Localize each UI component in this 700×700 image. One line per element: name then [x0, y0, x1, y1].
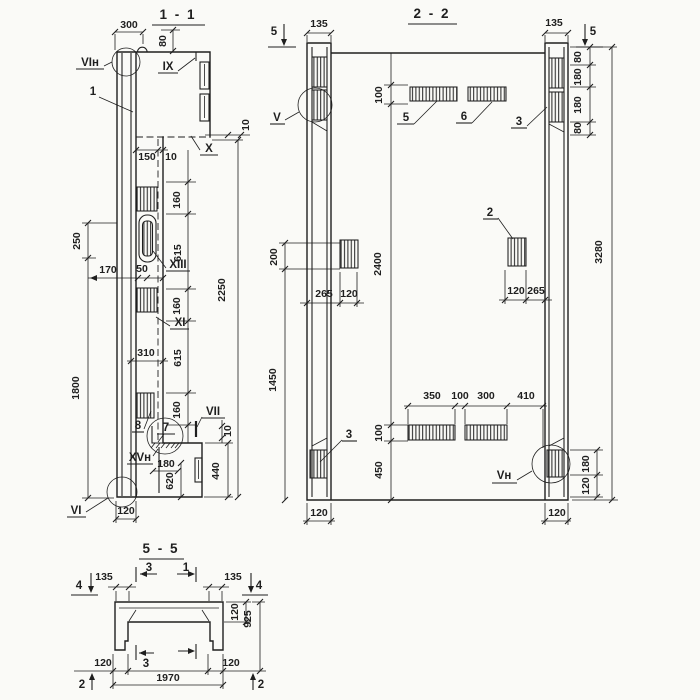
- label-vih: VIн: [81, 57, 99, 69]
- section-marker-2-left: 2: [78, 679, 86, 691]
- dim-350: 350: [423, 390, 441, 402]
- view-2-2-embedded-parts: [310, 57, 564, 478]
- label-pos-5: 5: [402, 112, 410, 124]
- section-marker-2-right: 2: [257, 679, 265, 691]
- dim-160-b: 160: [171, 297, 183, 315]
- label-xi: XI: [174, 317, 186, 329]
- arrowhead: [88, 586, 94, 593]
- dim-160-a: 160: [171, 191, 183, 209]
- embedded-plate: [136, 393, 154, 418]
- section-marker-5-right: 5: [589, 26, 597, 38]
- dim-2250: 2250: [216, 278, 228, 302]
- dim-120-right: 120: [222, 657, 240, 669]
- label-vi: VI: [70, 505, 82, 517]
- dim-300: 300: [477, 390, 495, 402]
- embedded-plate: [340, 240, 358, 268]
- dim-10-step: 10: [165, 151, 177, 163]
- rib-hatch: [312, 90, 327, 120]
- dim-1450: 1450: [267, 368, 279, 392]
- view-1-1: [67, 7, 252, 523]
- dim-3280: 3280: [593, 240, 605, 264]
- section-marker-4-left: 4: [75, 580, 83, 592]
- dim-100-top: 100: [373, 86, 385, 104]
- dim-1800: 1800: [70, 376, 82, 400]
- dim-80-b: 80: [572, 122, 584, 134]
- dim-80: 80: [157, 35, 169, 47]
- dim-10-vii: 10: [222, 425, 234, 437]
- lifting-loop-slot: [143, 221, 153, 256]
- embedded-plate: [410, 87, 457, 101]
- embedded-plate: [408, 425, 455, 440]
- view-2-2-title: 2 - 2: [413, 6, 451, 21]
- label-pos-8: 8: [134, 420, 142, 432]
- dim-135-left: 135: [95, 571, 113, 583]
- label-ix: IX: [162, 61, 174, 73]
- dim-620: 620: [164, 472, 176, 490]
- dim-80-a: 80: [572, 51, 584, 63]
- dim-925: 925: [242, 610, 254, 628]
- label-pos-3-top: 3: [515, 116, 523, 128]
- embedded-plate: [468, 87, 506, 101]
- dim-120-right: 120: [507, 285, 525, 297]
- dim-180-a: 180: [572, 68, 584, 86]
- label-xvh: XVн: [128, 452, 152, 464]
- arrowhead: [281, 39, 287, 46]
- label-pos-3-bottom: 3: [345, 429, 353, 441]
- dim-615-b: 615: [172, 349, 184, 367]
- rib-hatch: [547, 450, 564, 477]
- embedded-plate: [508, 238, 526, 266]
- dim-265-left: 265: [315, 288, 333, 300]
- embedded-plate: [465, 425, 507, 440]
- dim-200: 200: [268, 248, 280, 266]
- dim-170: 170: [99, 264, 117, 276]
- dim-100-bot: 100: [451, 390, 469, 402]
- label-pos-6: 6: [460, 111, 468, 123]
- label-pos-1: 1: [89, 86, 97, 98]
- label-xiii: XIII: [169, 259, 187, 271]
- dim-440: 440: [210, 462, 222, 480]
- arrowhead: [90, 275, 97, 281]
- arrowhead: [250, 673, 256, 680]
- view-5-5: [71, 541, 268, 691]
- dim-160-c: 160: [171, 401, 183, 419]
- rib-hatch: [549, 92, 564, 122]
- section-marker-4-right: 4: [255, 580, 263, 592]
- dim-135-right: 135: [224, 571, 242, 583]
- dim-100-mid: 100: [373, 424, 385, 442]
- view-5-5-outline: [115, 602, 223, 650]
- dim-120-c: 120: [580, 477, 592, 495]
- dim-180: 180: [157, 458, 175, 470]
- arrowhead: [89, 673, 95, 680]
- view-5-5-title: 5 - 5: [142, 541, 180, 556]
- label-pos-7: 7: [162, 422, 170, 434]
- dim-450: 450: [373, 461, 385, 479]
- dim-150: 150: [138, 151, 156, 163]
- view-2-2: [267, 6, 618, 525]
- section-marker-3-bottom: 3: [142, 658, 150, 670]
- dim-310: 310: [137, 347, 155, 359]
- label-v: V: [273, 112, 281, 124]
- dim-120-col-right: 120: [548, 507, 566, 519]
- dim-120-col-left: 120: [310, 507, 328, 519]
- label-x: X: [205, 143, 213, 155]
- dim-120: 120: [117, 505, 135, 517]
- dim-180-c: 180: [580, 455, 592, 473]
- arrowhead: [188, 648, 195, 654]
- view-1-1-dim-text: [70, 19, 252, 517]
- embedded-plate: [137, 187, 157, 211]
- label-pos-2: 2: [486, 207, 494, 219]
- dim-50: 50: [136, 263, 148, 275]
- rib-hatch: [312, 57, 327, 87]
- arrowhead: [582, 39, 588, 46]
- dim-135-right: 135: [545, 17, 563, 29]
- section-marker-3-top: 3: [145, 562, 153, 574]
- rib-hatch: [549, 58, 564, 88]
- dim-265-right: 265: [527, 285, 545, 297]
- dim-10-top: 10: [240, 119, 252, 131]
- label-vii: VII: [205, 406, 221, 418]
- dim-120-left: 120: [94, 657, 112, 669]
- section-marker-1-top: 1: [182, 562, 190, 574]
- rib-hatch: [310, 450, 327, 478]
- dim-250: 250: [71, 232, 83, 250]
- dim-120-slab: 120: [229, 603, 241, 621]
- dim-410: 410: [517, 390, 535, 402]
- view-1-1-embedded-parts: [136, 187, 157, 418]
- dim-2400: 2400: [372, 252, 384, 276]
- arrowhead: [248, 586, 254, 593]
- dim-120-left: 120: [340, 288, 358, 300]
- view-5-5-dim-text: [94, 571, 254, 684]
- embedded-plate: [137, 288, 157, 312]
- dim-1970: 1970: [156, 672, 180, 684]
- section-marker-5-left: 5: [270, 26, 278, 38]
- dim-615-a: 615: [172, 244, 184, 262]
- arrowhead: [139, 650, 146, 656]
- view-1-1-title: 1 - 1: [159, 7, 197, 22]
- label-vh: Vн: [496, 470, 512, 482]
- dim-300: 300: [120, 19, 138, 31]
- dim-180-b: 180: [572, 96, 584, 114]
- dim-135-left: 135: [310, 18, 328, 30]
